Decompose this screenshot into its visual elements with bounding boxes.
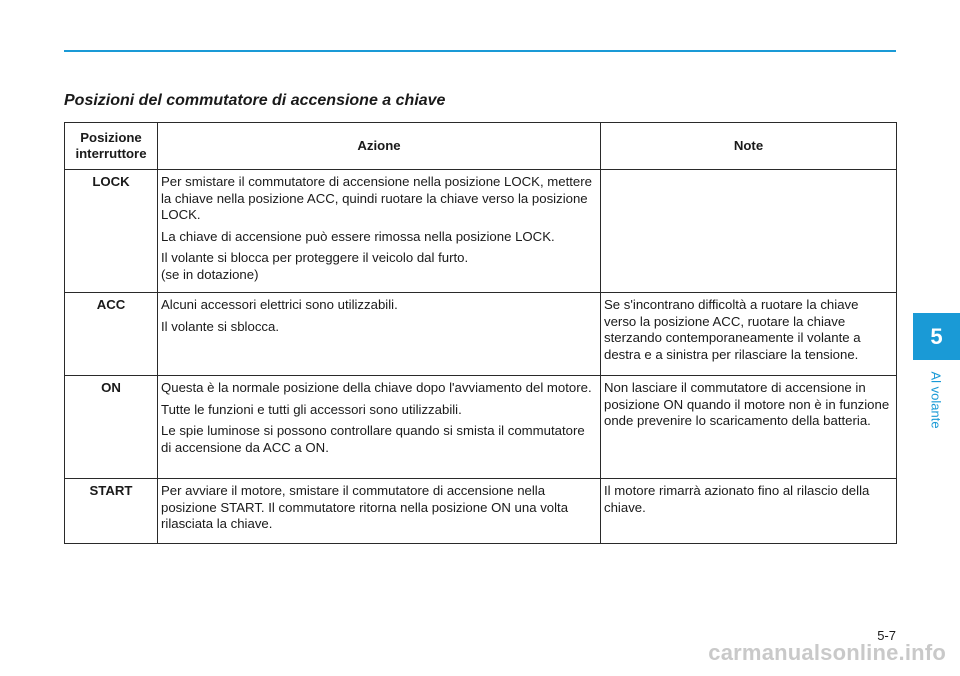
action-text: La chiave di accensione può essere rimossa nella posizione LOCK. — [161, 228, 555, 244]
header-rule — [64, 50, 896, 52]
header-position — [65, 123, 158, 170]
action-text: (se in dotazione) — [161, 266, 259, 282]
position-cell: START — [65, 479, 158, 544]
section-title: Posizioni del commutatore di accensione a chiave — [64, 92, 446, 109]
action-text: Il volante si sblocca. — [161, 318, 280, 334]
header-notes: Note — [601, 123, 897, 170]
action-text: Il volante si blocca per proteggere il veicolo dal furto. — [161, 250, 469, 265]
position-cell: LOCK — [65, 170, 158, 293]
table-row-on — [65, 376, 897, 479]
header-position-line1: Posizione — [80, 129, 142, 145]
action-text: Per smistare il commutatore di accensione nella posizione LOCK, mettere la chiave nella posizione ACC, quindi ruotare la chiave verso la posizione LOCK. — [161, 174, 592, 222]
notes-cell: Se s'incontrano difficoltà a ruotare la chiave verso la posizione ACC, ruotare la chiave sterzando contemporaneamente il volante a destra e a sinistra per rilasciare la tensione. — [601, 293, 897, 376]
table-row-start — [65, 479, 897, 544]
watermark: carmanualsonline.info — [708, 640, 946, 665]
action-text: Alcuni accessori elettrici sono utilizzabili. — [161, 297, 398, 312]
notes-cell: Il motore rimarrà azionato fino al rilascio della chiave. — [601, 479, 897, 544]
ignition-positions-table — [64, 122, 897, 544]
position-cell: ACC — [65, 293, 158, 376]
notes-cell — [601, 170, 897, 293]
chapter-number-tab: 5 — [913, 313, 960, 360]
action-cell — [158, 479, 601, 544]
table-row-acc — [65, 293, 897, 376]
table-header-row — [65, 123, 897, 170]
action-text: Per avviare il motore, smistare il commutatore di accensione nella posizione START. Il commutatore ritorna nella posizione ON una volta rilasciata la chiave. — [161, 483, 569, 531]
table-row-lock — [65, 170, 897, 293]
notes-cell: Non lasciare il commutatore di accensione in posizione ON quando il motore non è in funzione onde prevenire lo scaricamento della batteria. — [601, 376, 897, 479]
action-text: Le spie luminose si possono controllare quando si smista il commutatore di accensione da ACC a ON. — [161, 423, 585, 455]
page-number: 5-7 — [877, 628, 896, 643]
header-position-line2: interruttore — [75, 146, 147, 161]
action-text: Questa è la normale posizione della chiave dopo l'avviamento del motore. — [161, 380, 592, 395]
position-cell: ON — [65, 376, 158, 479]
action-cell — [158, 170, 601, 293]
action-text: Tutte le funzioni e tutti gli accessori sono utilizzabili. — [161, 401, 462, 417]
action-cell — [158, 293, 601, 376]
chapter-label: Al volante — [928, 371, 944, 429]
header-action: Azione — [158, 123, 601, 170]
action-cell — [158, 376, 601, 479]
